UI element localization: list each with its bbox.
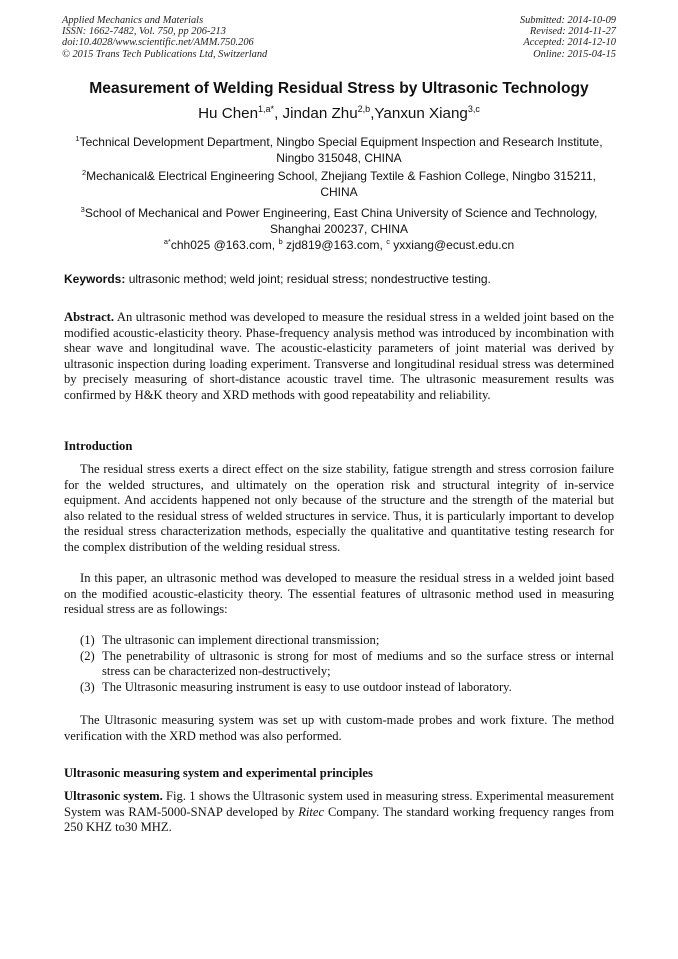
date-online: Online: 2015-04-15 bbox=[533, 48, 616, 60]
author-separator: , bbox=[274, 105, 283, 123]
ultrasonic-system-paragraph bbox=[64, 789, 614, 836]
journal-copyright: © 2015 Trans Tech Publications Ltd, Switzerland bbox=[62, 48, 268, 60]
author-sup: 3,c bbox=[467, 104, 480, 114]
email-text[interactable]: zjd819@163.com, bbox=[282, 238, 387, 252]
email-text[interactable]: chh025 @163.com, bbox=[170, 238, 279, 252]
section-heading-introduction: Introduction bbox=[64, 439, 133, 453]
journal-info bbox=[62, 15, 267, 60]
author-list bbox=[40, 104, 638, 122]
submission-dates bbox=[520, 15, 616, 60]
date-submitted: Submitted: 2014-10-09 bbox=[519, 15, 616, 26]
author-name: Yanxun Xiang bbox=[374, 105, 468, 123]
list-item bbox=[80, 680, 614, 696]
list-number: (2) bbox=[80, 648, 95, 663]
affiliation-sup: 2 bbox=[81, 168, 87, 177]
list-text: The penetrability of ultrasonic is strong for most of mediums and so the surface stress or internal stress can be characterized non-destructively; bbox=[102, 648, 614, 679]
section-heading-ultrasonic-system: Ultrasonic measuring system and experimental principles bbox=[64, 766, 373, 780]
journal-doi: doi:10.4028/www.scientific.net/AMM.750.206 bbox=[62, 37, 254, 49]
list-number: (1) bbox=[80, 633, 95, 647]
ultrasonic-system-text-a: Fig. 1 shows the Ultrasonic system used in measuring stress. Experimental measurement System was RAM-5000-SNAP developed by bbox=[64, 789, 615, 819]
email-list bbox=[40, 237, 638, 252]
keywords bbox=[64, 272, 614, 286]
affiliation-sup: 3 bbox=[80, 205, 85, 214]
email-sup: b bbox=[278, 237, 283, 246]
journal-issn: ISSN: 1662-7482, Vol. 750, pp 206-213 bbox=[62, 26, 226, 38]
author-name: Hu Chen bbox=[198, 105, 259, 123]
author-sup: 2,b bbox=[357, 104, 371, 114]
ultrasonic-system-text-b: Company. The standard working frequency ranges from 250 KHZ to30 MHZ. bbox=[64, 804, 614, 835]
affiliation-text: Mechanical& Electrical Engineering School, Zhejiang Textile & Fashion College, Ningbo 315211, CHINA bbox=[86, 169, 597, 199]
abstract-label: Abstract. bbox=[64, 310, 115, 324]
ultrasonic-system-label: Ultrasonic system. bbox=[64, 789, 163, 803]
date-accepted: Accepted: 2014-12-10 bbox=[523, 37, 616, 49]
email-sup: a* bbox=[163, 237, 171, 246]
date-revised: Revised: 2014-11-27 bbox=[529, 26, 616, 38]
abstract bbox=[64, 310, 614, 404]
journal-name: Applied Mechanics and Materials bbox=[62, 15, 204, 26]
affiliation bbox=[64, 165, 614, 201]
intro-paragraph-1: The residual stress exerts a direct effect on the size stability, fatigue strength and stress corrosion failure for the welded structures, and ultimately on the operation risk and structural integrity of in-service equipment. And accidents happened not only because of the structure and the strength of the material but also related to the residual stress of welded structures in service. Thus, it is particularly important to develop the residual stress characterization methods, especially the qualitative and quantitative testing research for the complex distribution of the welding residual stress. bbox=[64, 462, 614, 554]
affiliation-text: Technical Development Department, Ningbo Special Equipment Inspection and Research Institute, Ningbo 315048, CHINA bbox=[79, 135, 603, 165]
author-sup: 1,a* bbox=[258, 104, 275, 114]
email-text[interactable]: yxxiang@ecust.edu.cn bbox=[389, 238, 515, 252]
email-sup: c bbox=[386, 237, 390, 246]
affiliation-sup: 1 bbox=[75, 134, 80, 143]
journal-header bbox=[62, 15, 616, 60]
list-number: (3) bbox=[80, 679, 95, 694]
affiliation bbox=[64, 131, 614, 167]
intro-paragraph-2: In this paper, an ultrasonic method was developed to measure the residual stress in a welded joint based on the modified acoustic-elasticity theory. The essential features of ultrasonic method used in measuring residual stress are as followings: bbox=[64, 571, 614, 617]
intro-paragraph-3: The Ultrasonic measuring system was set up with custom-made probes and work fixture. The method verification with the XRD method was also performed. bbox=[64, 713, 614, 743]
author-name: Jindan Zhu bbox=[282, 105, 358, 123]
list-text: The ultrasonic can implement directional transmission; bbox=[102, 633, 380, 647]
company-name: Ritec bbox=[298, 804, 325, 819]
paper-title: Measurement of Welding Residual Stress by Ultrasonic Technology bbox=[89, 80, 589, 97]
list-item bbox=[80, 633, 614, 649]
author-separator: , bbox=[370, 105, 375, 123]
list-item bbox=[80, 649, 614, 680]
feature-list bbox=[80, 633, 614, 695]
affiliation-text: School of Mechanical and Power Engineering, East China University of Science and Technology, Shanghai 200237, CHINA bbox=[84, 206, 598, 236]
abstract-text: An ultrasonic method was developed to measure the residual stress in a welded joint based on the modified acoustic-elasticity theory. Phase-frequency analysis method was introduced by incombination with shear wave and longitudinal wave. The acoustic-elasticity parameters of joint material was derived by ultrasonic inspection during loading experiment. Transverse and longitudinal residual stress was determined by precisely measuring of short-distance acoustic travel time. The ultrasonic measurement results was confirmed by H&K theory and XRD methods with good repeatability and reliability. bbox=[64, 310, 614, 402]
list-text: The Ultrasonic measuring instrument is easy to use outdoor instead of laboratory. bbox=[102, 679, 512, 694]
keywords-label: Keywords: bbox=[64, 272, 126, 286]
keywords-text: ultrasonic method; weld joint; residual stress; nondestructive testing. bbox=[125, 272, 491, 286]
affiliation bbox=[64, 202, 614, 238]
